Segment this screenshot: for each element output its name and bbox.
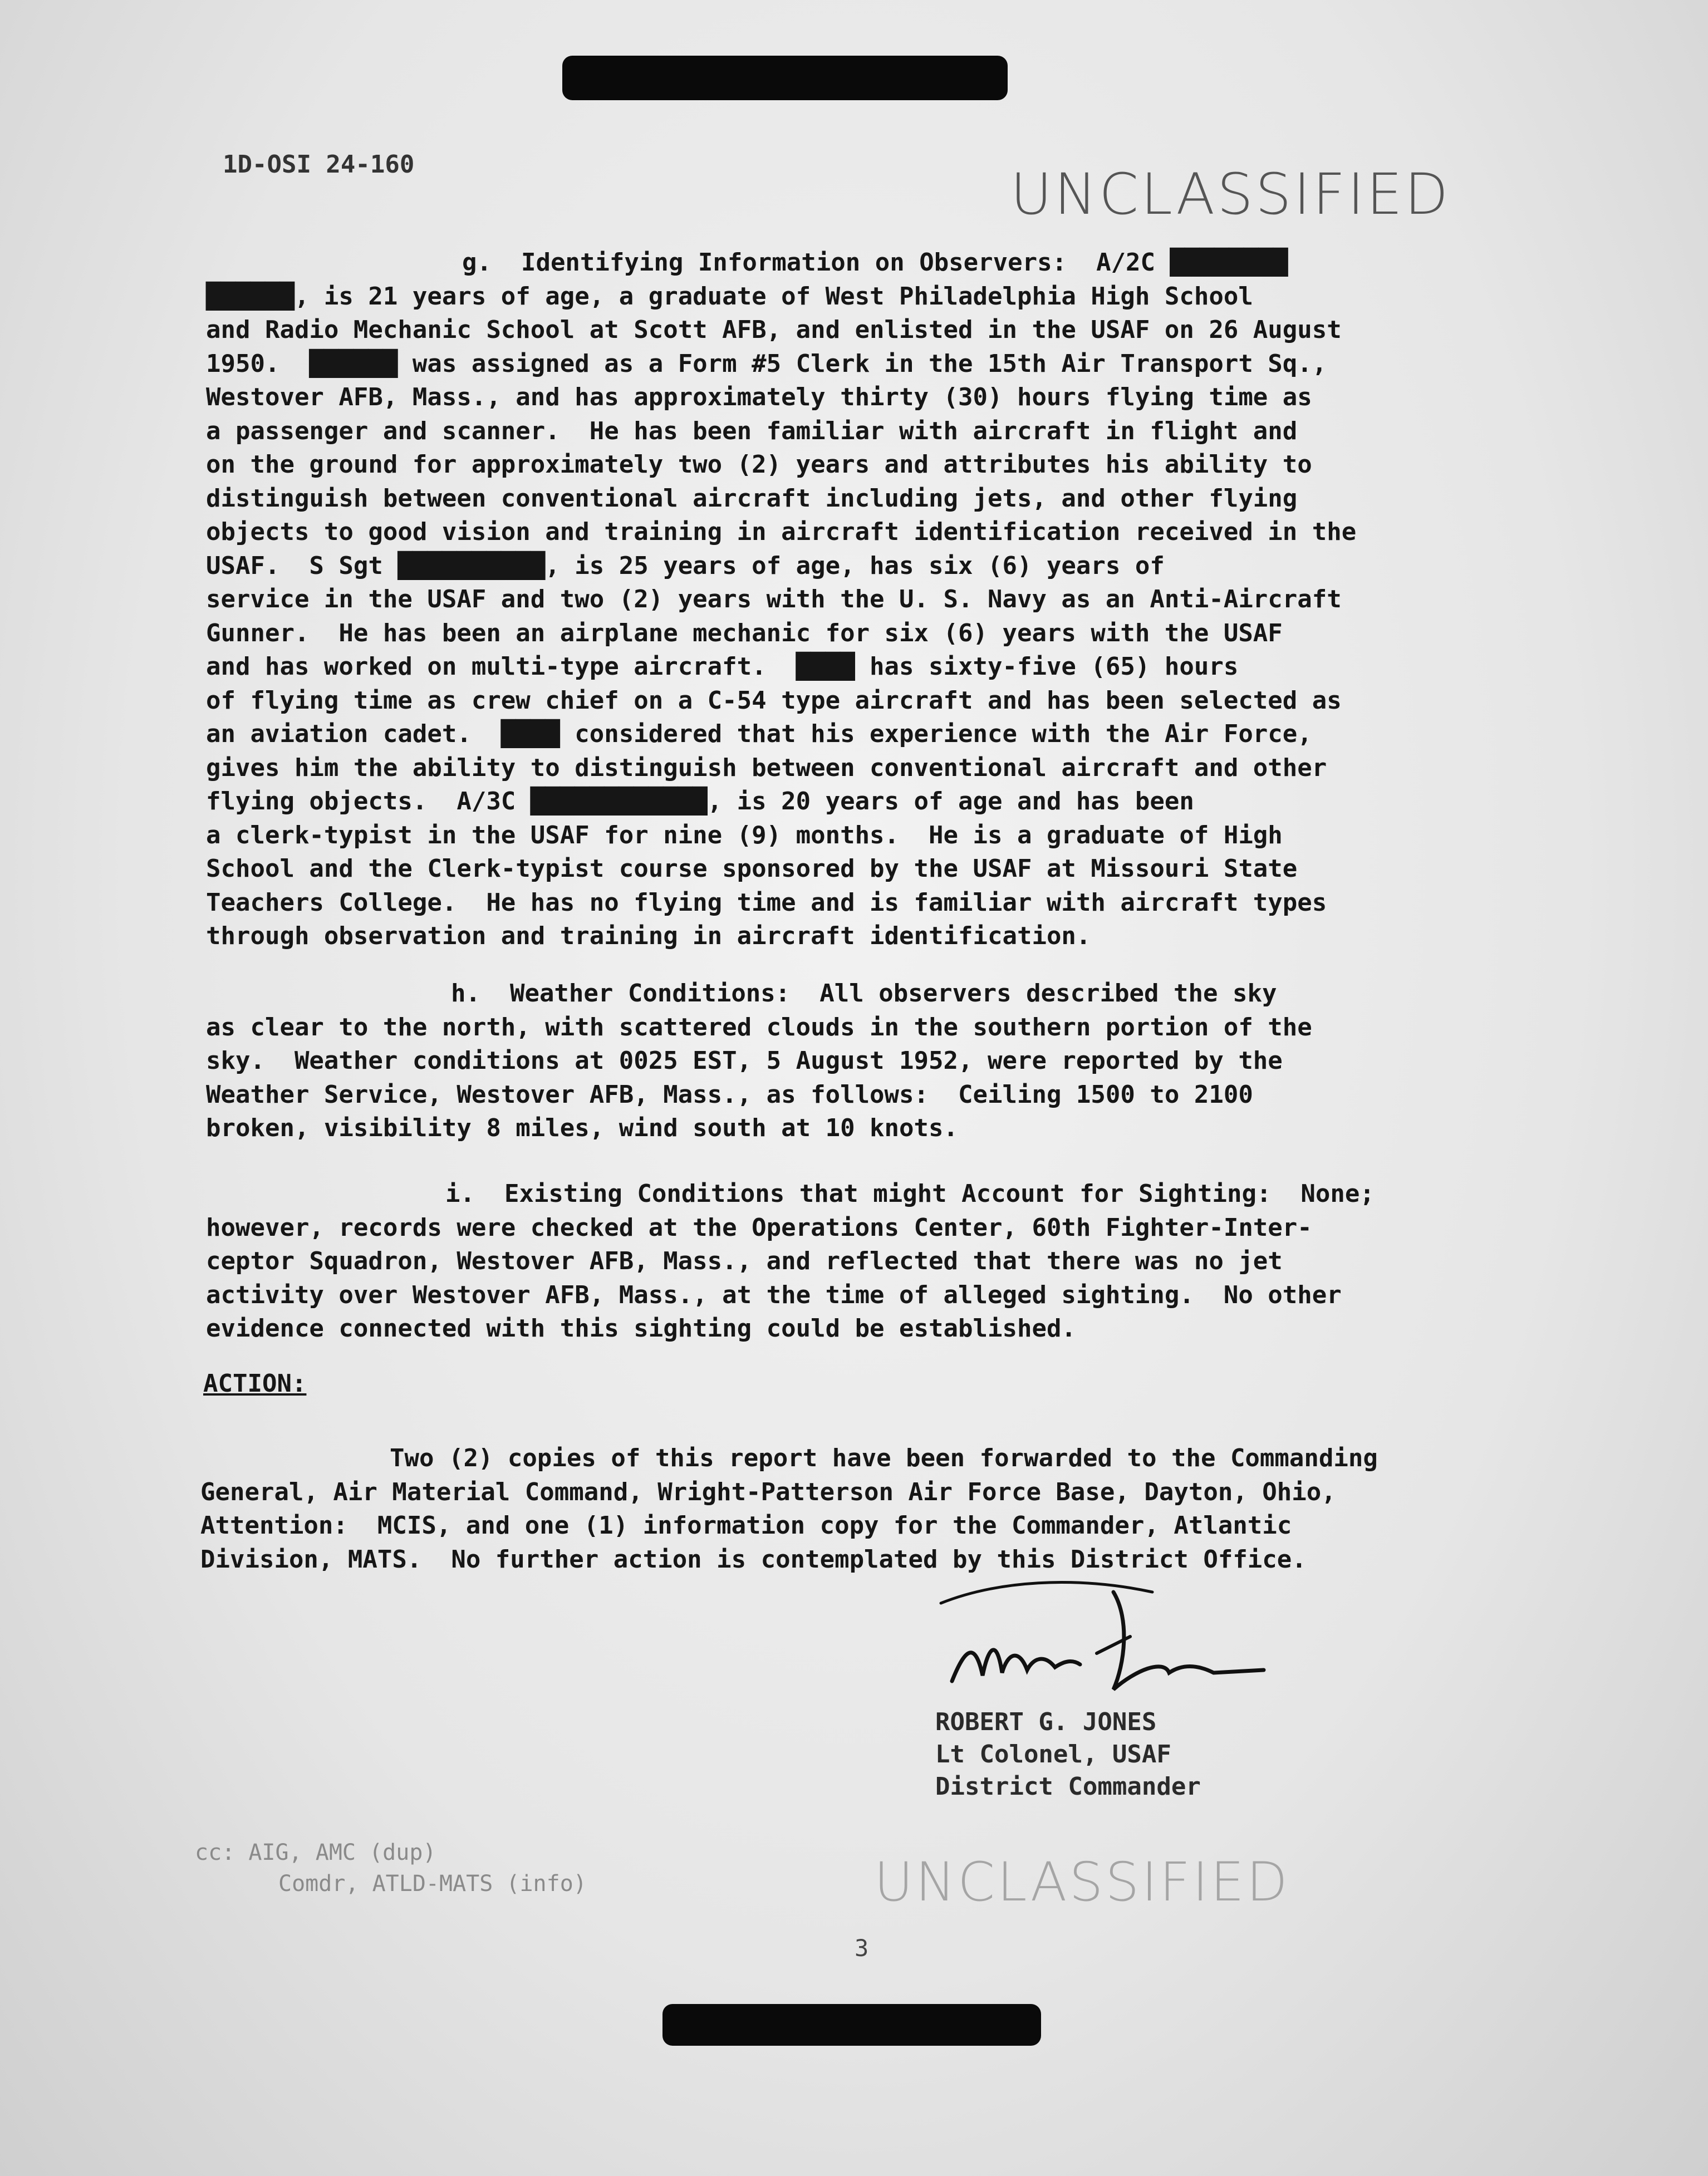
- action-heading: ACTION:: [203, 1369, 307, 1398]
- signature-block: [935, 1706, 1201, 1803]
- classification-stamp-top: UNCLASSIFIED: [1010, 161, 1451, 228]
- cc-line-2: Comdr, ATLD-MATS (info): [278, 1871, 587, 1897]
- paragraph-h-weather: h. Weather Conditions: All observers described the sky as clear to the north, with scattered clouds in the southern portion of the sky. Weather conditions at 0025 EST, 5 August 1952, were reported by the Weather Service, Westover AFB, Mass., as follows: Ceiling 1500 to 2100 broken, visibility 8 miles, wind south at 10 knots.: [206, 979, 1312, 1142]
- paragraph-i-conditions: i. Existing Conditions that might Account for Sighting: None; however, records were checked at the Operations Center, 60th Fighter-Inter- ceptor Squadron, Westover AFB, Mass., and reflected that there was no jet activity over Westover AFB, Mass., at the time of alleged sighting. No other evidence connected with this sighting could be established.: [206, 1180, 1375, 1343]
- cc-list: [195, 1837, 587, 1899]
- action-paragraph: Two (2) copies of this report have been forwarded to the Commanding General, Air Material Command, Wright-Patterson Air Force Base, Dayton, Ohio, Attention: MCIS, and one (1) information copy for the Commander, Atlantic Division, MATS. No further action is contemplated by this District Office.: [200, 1444, 1378, 1574]
- signatory-rank: Lt Colonel, USAF: [935, 1740, 1171, 1769]
- paragraph-g-observers: g. Identifying Information on Observers: A/2C ████████ ██████, is 21 years of age, a graduate of West Philadelphia High School and Radio Mechanic School at Scott AFB, and enlisted in the USAF on 26 August 1950. ██████ was assigned as a Form #5 Clerk in the 15th Air Transport Sq., Westover AFB, Mass., and has approximately thirty (30) hours flying time as a passenger and scanner. He has been familiar with aircraft in flight and on the ground for approximately two (2) years and attributes his ability to distinguish between conventional aircraft including jets, and other flying objects to good vision and training in aircraft identification received in the USAF. S Sgt ██████████, is 25 years of age, has six (6) years of service in the USAF and two (2) years with the U. S. Navy as an Anti-Aircraft Gunner. He has been an airplane mechanic for six (6) years with the USAF and has worked on multi-type aircraft. ████ has sixty-five (65) hours of flying time as crew chief on a C-54 type aircraft and has been selected as an aviation cadet. ████ considered that his experience with the Air Force, gives him the ability to distinguish between conventional aircraft and other flying objects. A/3C ████████████, is 20 years of age and has been a clerk-typist in the USAF for nine (9) months. He is a graduate of High School and the Clerk-typist course sponsored by the USAF at Missouri State Teachers College. He has no flying time and is familiar with aircraft types through observation and training in aircraft identification.: [206, 248, 1357, 950]
- redaction-bar-top: [562, 56, 1008, 100]
- document-id: 1D-OSI 24-160: [223, 150, 415, 179]
- classification-stamp-bottom: UNCLASSIFIED: [874, 1851, 1290, 1913]
- redaction-bar-bottom: [662, 2004, 1041, 2046]
- signatory-name: ROBERT G. JONES: [935, 1708, 1157, 1736]
- signatory-title: District Commander: [935, 1772, 1201, 1801]
- page-number: 3: [855, 1934, 869, 1962]
- cc-line-1: cc: AIG, AMC (dup): [195, 1840, 436, 1865]
- handwritten-signature: [930, 1570, 1286, 1715]
